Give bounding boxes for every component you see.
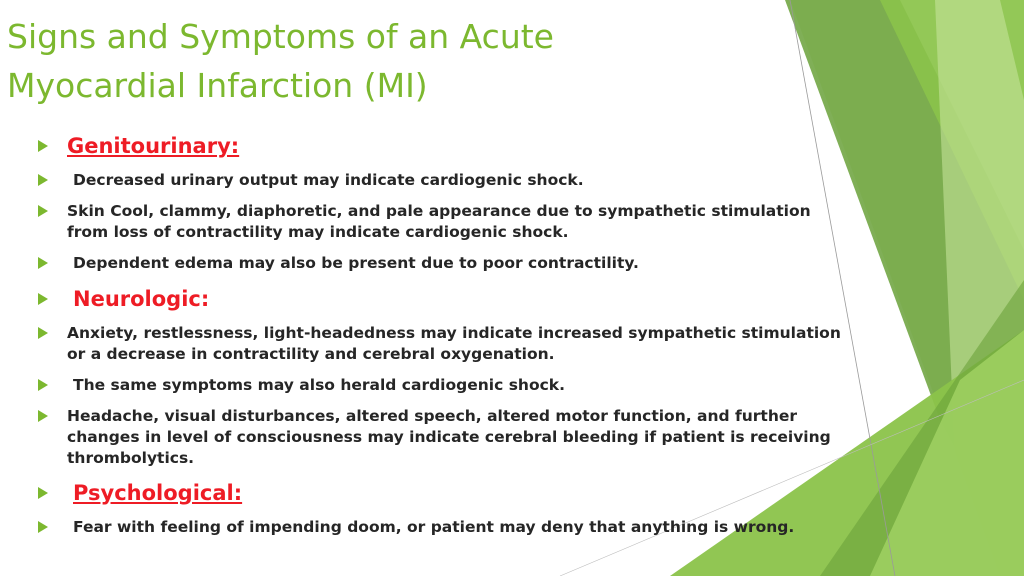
bullet-text: Anxiety, restlessness, light-headedness may indicate increased sympathetic stimulation or a decrease in contractility and cerebral oxygenation. (67, 324, 841, 363)
bullet-arrow-icon (38, 327, 48, 339)
heading-text: Genitourinary: (67, 134, 240, 158)
heading-text: Neurologic: (73, 287, 210, 311)
bullet-arrow-icon (38, 293, 48, 305)
slide-title-line-2: Myocardial Infarction (MI) (7, 66, 428, 105)
bullet-text: The same symptoms may also herald cardiogenic shock. (73, 376, 565, 394)
bullet-arrow-icon (38, 205, 48, 217)
bullet-text: Skin Cool, clammy, diaphoretic, and pale appearance due to sympathetic stimulation from loss of contractility may indicate cardiogenic shock. (67, 202, 811, 241)
bullet-arrow-icon (38, 521, 48, 533)
bullet-text: Dependent edema may also be present due to poor contractility. (73, 254, 639, 272)
bullet-arrow-icon (38, 410, 48, 422)
bullet-arrow-icon (38, 257, 48, 269)
slide-title-line-1: Signs and Symptoms of an Acute (7, 17, 554, 56)
bullet-arrow-icon (38, 174, 48, 186)
bullet-text: Headache, visual disturbances, altered speech, altered motor function, and further changes in level of consciousness may indicate cerebral bleeding if patient is receiving thrombolytics. (67, 407, 831, 467)
bullet-arrow-icon (38, 140, 48, 152)
bullet-text: Decreased urinary output may indicate cardiogenic shock. (73, 171, 584, 189)
heading-text: Psychological: (73, 481, 243, 505)
bullet-text: Fear with feeling of impending doom, or patient may deny that anything is wrong. (73, 518, 795, 536)
bullet-arrow-icon (38, 487, 48, 499)
bullet-arrow-icon (38, 379, 48, 391)
